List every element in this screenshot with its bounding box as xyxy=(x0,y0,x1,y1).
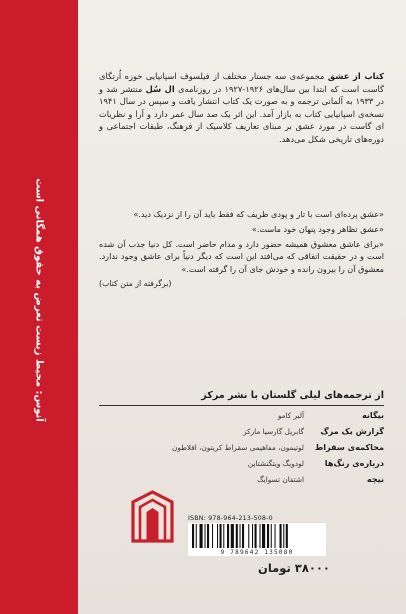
barcode-bar xyxy=(196,524,197,548)
barcode-bar xyxy=(275,524,276,548)
barcode-bar xyxy=(283,524,284,548)
book-description xyxy=(99,70,384,146)
barcode-bar xyxy=(248,524,249,548)
barcode-bar xyxy=(252,524,253,548)
quote-source: (برگرفته از متن کتاب) xyxy=(99,278,172,288)
barcode-digits: 9 789642 135080 xyxy=(220,549,294,556)
book-title: نیچه xyxy=(366,474,384,484)
list-item xyxy=(99,410,384,426)
book-quotes xyxy=(99,208,384,291)
barcode-bars xyxy=(188,523,326,549)
barcode-bar xyxy=(192,524,194,548)
isbn-number: ISBN: 978-964-213-508-0 xyxy=(188,515,273,522)
barcode-bar xyxy=(267,524,269,548)
book-author: لودویگ ویتگنشتاین xyxy=(247,459,304,468)
blurb-line: مجموعه‌ی سه جستار مختلف از فیلسوف اسپانیایی خوزه xyxy=(124,71,328,81)
barcode-bar xyxy=(242,524,244,548)
list-item xyxy=(99,442,384,458)
spine-slogan: آنوس: محیط زیست تعرض به حقوق همگانی است xyxy=(33,178,45,422)
blurb-line: آمد. این اثر یک صد سال عمر دارد و آرا و نظریات ای گاست در مورد xyxy=(99,108,385,132)
barcode-bar xyxy=(200,524,203,548)
red-spine-band xyxy=(0,0,78,614)
quote: «عشق تظاهر وجود پنهان خود ماست.» xyxy=(251,223,384,234)
barcode-bar xyxy=(286,524,288,548)
barcode-bar xyxy=(217,524,218,548)
book-title: بیگانه xyxy=(361,410,384,420)
barcode-bar xyxy=(223,524,224,548)
book-author: اشتفان تسوایگ xyxy=(257,475,304,484)
list-item xyxy=(99,474,384,490)
barcode-bar xyxy=(227,524,229,548)
barcode-bar xyxy=(231,524,234,548)
book-title: درباره‌ی رنگ‌ها xyxy=(324,458,384,468)
quote: «عشق پرده‌ای است با تار و پودی ظریف که فقط باید آن را از نزدیک دید.» xyxy=(133,209,384,219)
divider xyxy=(99,405,384,406)
translations-list xyxy=(99,410,384,490)
publisher-logo-icon xyxy=(129,490,176,543)
book-title: محاکمه‌ی سقراط xyxy=(314,442,384,452)
book-author: گابریل گارسیا مارکز xyxy=(243,427,304,436)
also-by-translator-heading: از ترجمه‌های لیلی گلستان با نشر مرکز xyxy=(201,390,384,401)
blurb-line: منتشر شد و در ۱۹۳۳ به آلمانی ترجمه و به صورت یک کتاب xyxy=(99,83,384,107)
barcode-bar xyxy=(212,524,213,548)
barcode-bar xyxy=(260,524,261,548)
blurb-line: اُرتگای گاست است که ابتدا بین سال‌های ۱۹۲۶-۱۹۲۷ در روزنامه‌ی xyxy=(99,71,384,94)
blurb-line: انتشار یافت و سپس در سال ۱۹۴۱ نسخه‌ی اسپانیایی کتاب به بازار xyxy=(99,96,385,119)
book-title: گزارش یک مرگ xyxy=(320,426,384,436)
blurb-line: عشق بر مبنای تعاریف کلاسیک از فرهنگ، طبقات اجتماعی و دوره‌های xyxy=(99,121,384,144)
book-author: لوتیمون، مفاهیمی سقراط کریتون، افلاطون xyxy=(171,443,304,452)
quote: «برای عاشق معشوق همیشه حضور دارد و مدام حاضر است. کل دنیا جذب آن شده است و در حقیقت اتفاقی که می‌افتد این است که دیگر دنیاً برای عاشق وجود ندارد. معشوق آن را بیرون رانده و خودش جای آن را گرفته است.» xyxy=(99,238,384,275)
barcode-bar xyxy=(220,524,222,548)
barcode-bar xyxy=(255,524,257,548)
blurb-book-title: کتاب از عشق xyxy=(327,71,385,81)
barcode-bar xyxy=(280,524,282,548)
barcode-bar xyxy=(262,524,265,548)
barcode-bar xyxy=(271,524,272,548)
list-item xyxy=(99,458,384,474)
barcode-bar xyxy=(240,524,241,548)
barcode-bar xyxy=(205,524,206,548)
barcode-bar xyxy=(236,524,238,548)
barcode-bar xyxy=(207,524,209,548)
price: ۳۸۰۰۰ تومان xyxy=(258,561,330,575)
blurb-newspaper-name: ال سُل xyxy=(145,83,175,94)
blurb-line: تاریخی شکل می‌دهد. xyxy=(278,133,352,144)
barcode xyxy=(188,523,326,556)
book-author: آلبر کامو xyxy=(277,411,304,420)
list-item xyxy=(99,426,384,442)
